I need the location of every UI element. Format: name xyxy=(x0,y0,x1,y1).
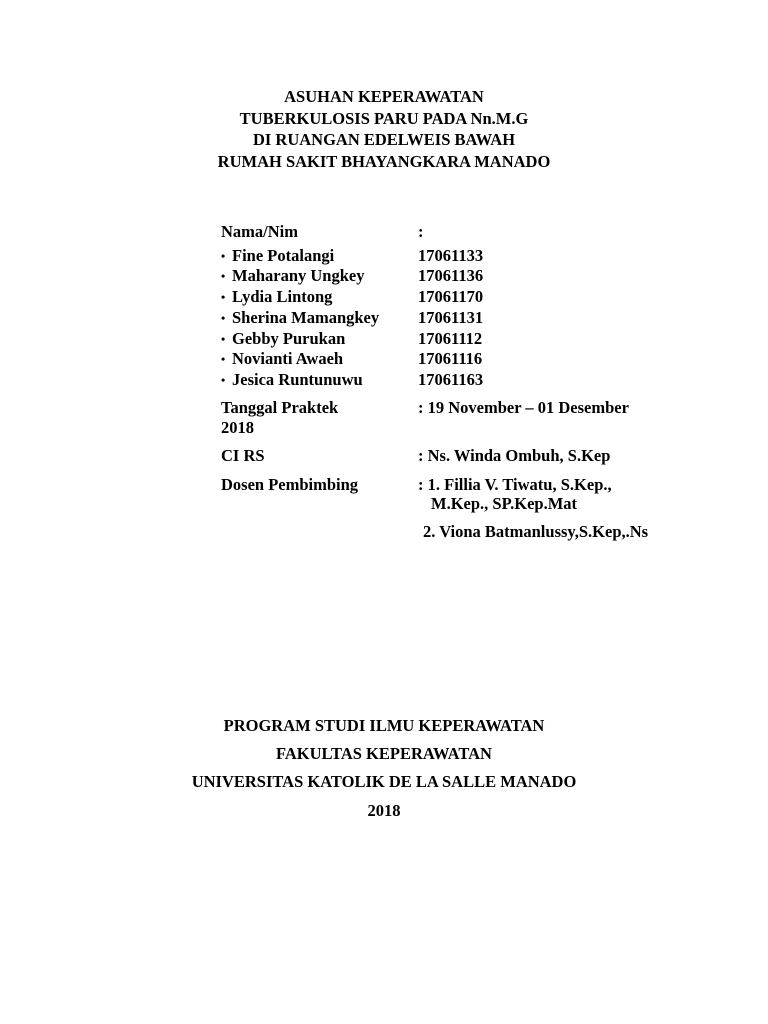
student-nim: 17061112 xyxy=(418,328,483,348)
student-name: Jesica Runtunuwu xyxy=(232,370,363,389)
title-line-3: DI RUANGAN EDELWEIS BAWAH xyxy=(252,130,516,149)
bullet-icon: • xyxy=(221,269,226,283)
student-name: Sherina Mamangkey xyxy=(232,308,380,327)
students-separator: : xyxy=(418,222,424,241)
student-row xyxy=(221,329,345,349)
student-name: Lydia Lintong xyxy=(232,287,333,306)
ci-rs-label: CI RS xyxy=(221,446,265,465)
practice-value: : 19 November – 01 Desember xyxy=(418,398,629,417)
supervisor-value-2: 2. Viona Batmanlussy,S.Kep,.Ns xyxy=(423,522,649,541)
student-nim: 17061136 xyxy=(418,266,484,285)
student-row xyxy=(221,246,334,266)
student-name: Fine Potalangi xyxy=(232,245,335,265)
supervisor-label: Dosen Pembimbing xyxy=(221,475,359,494)
bullet-icon: • xyxy=(221,373,226,387)
footer-program: PROGRAM STUDI ILMU KEPERAWATAN xyxy=(223,716,545,735)
student-name: Novianti Awaeh xyxy=(232,349,344,368)
student-row xyxy=(221,308,379,328)
practice-label: Tanggal Praktek xyxy=(221,398,339,417)
ci-rs-value: : Ns. Winda Ombuh, S.Kep xyxy=(418,446,611,465)
student-name: Gebby Purukan xyxy=(232,328,346,348)
bullet-icon: • xyxy=(221,331,226,346)
students-label: Nama/Nim xyxy=(221,222,298,241)
student-nim: 17061170 xyxy=(418,287,484,306)
title-line-2: TUBERKULOSIS PARU PADA Nn.M.G xyxy=(239,108,529,128)
footer-year: 2018 xyxy=(367,801,401,820)
document-title xyxy=(0,86,768,172)
title-line-1: ASUHAN KEPERAWATAN xyxy=(284,87,484,106)
footer-faculty: FAKULTAS KEPERAWATAN xyxy=(276,744,492,763)
student-name: Maharany Ungkey xyxy=(232,266,365,285)
student-nim: 17061131 xyxy=(418,308,484,327)
bullet-icon: • xyxy=(221,352,226,366)
student-nim: 17061163 xyxy=(418,370,484,389)
student-row xyxy=(221,349,343,369)
student-row xyxy=(221,370,363,390)
supervisor-value-1-cont: M.Kep., SP.Kep.Mat xyxy=(431,494,578,513)
bullet-icon: • xyxy=(221,311,226,325)
practice-label-year: 2018 xyxy=(221,418,254,437)
supervisor-value-1: : 1. Fillia V. Tiwatu, S.Kep., xyxy=(418,475,612,494)
footer-university: UNIVERSITAS KATOLIK DE LA SALLE MANADO xyxy=(191,772,577,791)
bullet-icon: • xyxy=(221,248,226,263)
title-line-4: RUMAH SAKIT BHAYANGKARA MANADO xyxy=(217,151,551,171)
bullet-icon: • xyxy=(221,290,226,304)
student-nim: 17061133 xyxy=(418,245,484,265)
student-row xyxy=(221,266,364,286)
student-row xyxy=(221,287,332,307)
student-nim: 17061116 xyxy=(418,349,483,368)
